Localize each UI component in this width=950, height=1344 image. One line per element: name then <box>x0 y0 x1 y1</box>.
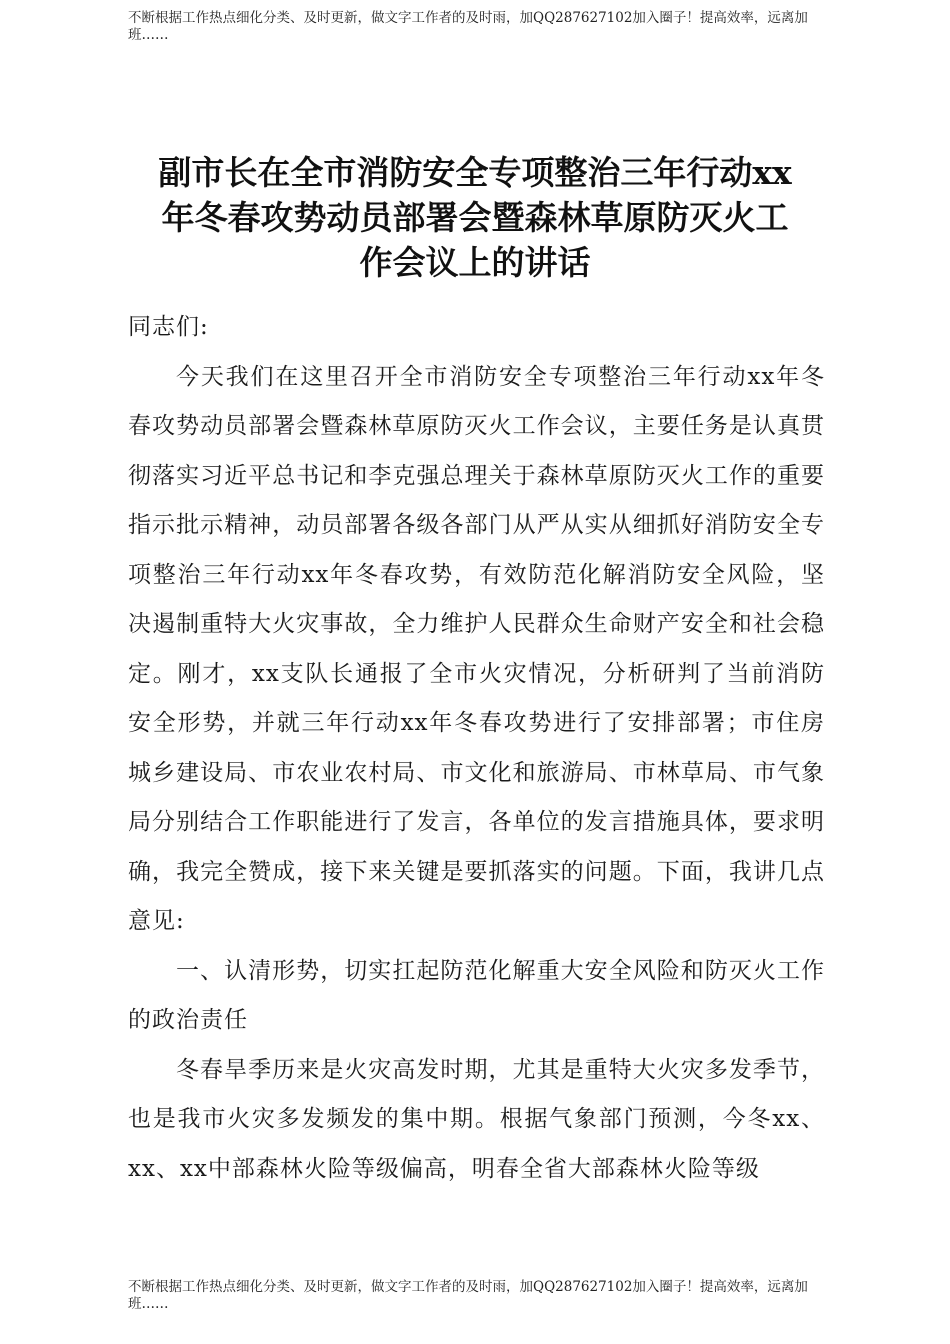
footer-line-2: 班…… <box>128 1296 169 1312</box>
document-title <box>100 150 850 285</box>
greeting: 同志们: <box>128 314 209 340</box>
page-footer <box>128 1279 825 1313</box>
title-line-1: 副市长在全市消防安全专项整治三年行动xx <box>158 153 792 192</box>
title-line-3: 作会议上的讲话 <box>359 243 591 282</box>
paragraph-intro: 今天我们在这里召开全市消防安全专项整治三年行动xx年冬春攻势动员部署会暨森林草原防灭火工作会议，主要任务是认真贯彻落实习近平总书记和李克强总理关于森林草原防灭火工作的重要指示批示精神，动员部署各级各部门从严从实从细抓好消防安全专项整治三年行动xx年冬春攻势，有效防范化解消防安全风险，坚决遏制重特大火灾事故，全力维护人民群众生命财产安全和社会稳定。刚才，xx支队长通报了全市火灾情况，分析研判了当前消防安全形势，并就三年行动xx年冬春攻势进行了安排部署；市住房城乡建设局、市农业农村局、市文化和旅游局、市林草局、市气象局分别结合工作职能进行了发言，各单位的发言措施具体，要求明确，我完全赞成，接下来关键是要抓落实的问题。下面，我讲几点意见: <box>128 363 825 934</box>
header-line-1: 不断根据工作热点细化分类、及时更新，做文字工作者的及时雨，加QQ287627102加入圈子！提高效率，远离加 <box>128 10 808 26</box>
document-body <box>128 303 825 1194</box>
page-header <box>128 10 825 44</box>
footer-line-1: 不断根据工作热点细化分类、及时更新，做文字工作者的及时雨，加QQ287627102加入圈子！提高效率，远离加 <box>128 1279 808 1295</box>
paragraph-section-1: 冬春旱季历来是火灾高发时期，尤其是重特大火灾多发季节，也是我市火灾多发频发的集中期。根据气象部门预测，今冬xx、xx、xx中部森林火险等级偏高，明春全省大部森林火险等级 <box>128 1056 825 1182</box>
title-line-2: 年冬春攻势动员部署会暨森林草原防灭火工 <box>161 198 789 237</box>
header-line-2: 班…… <box>128 27 169 43</box>
section-heading-1: 一、认清形势，切实扛起防范化解重大安全风险和防灭火工作的政治责任 <box>128 957 825 1033</box>
